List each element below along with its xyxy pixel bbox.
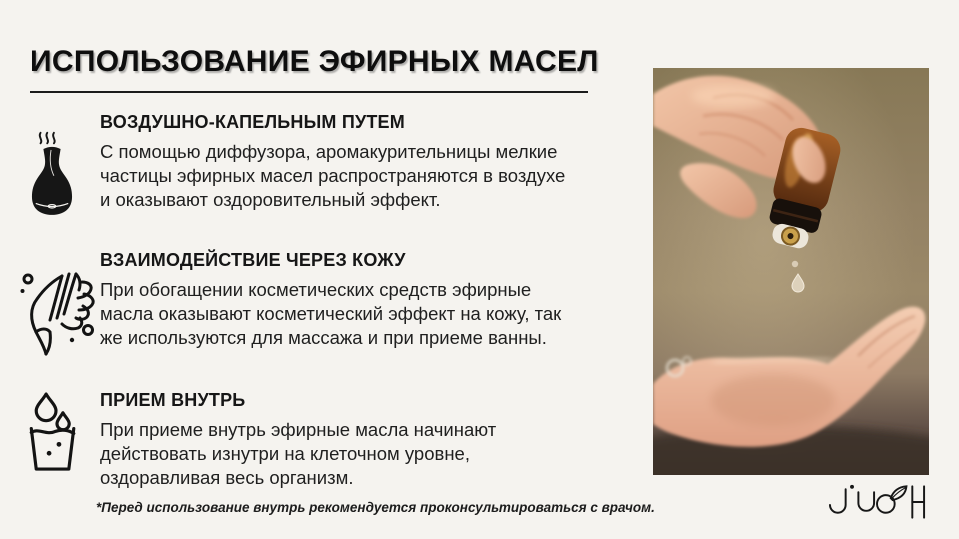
section-body-line: и оказывают оздоровительный эффект.	[100, 189, 441, 210]
section-body-line: оздоравливая весь организм.	[100, 467, 354, 488]
section-body-line: масла оказывают косметический эффект на кожу, так	[100, 303, 562, 324]
section-skin-text	[100, 250, 625, 350]
section-internal-text	[100, 390, 625, 490]
section-heading: ВОЗДУШНО-КАПЕЛЬНЫМ ПУТЕМ	[100, 112, 405, 132]
section-body-line: При обогащении косметических средств эфирные	[100, 279, 532, 300]
section-heading: ВЗАИМОДЕЙСТВИЕ ЧЕРЕЗ КОЖУ	[100, 250, 406, 270]
section-body-line: действовать изнутри на клеточном уровне,	[100, 443, 470, 464]
oil-dropper-hands-photo	[653, 68, 929, 475]
section-body-line: С помощью диффузора, аромакурительницы мелкие	[100, 141, 558, 162]
rubbing-hands-icon	[20, 268, 98, 356]
title-underline	[30, 91, 588, 93]
section-airborne-text	[100, 112, 625, 212]
aroma-diffuser-icon	[31, 124, 73, 216]
brand-logo	[828, 483, 928, 521]
footnote: *Перед использование внутрь рекомендуется проконсультироваться с врачом.	[96, 500, 655, 515]
section-body-line: При приеме внутрь эфирные масла начинают	[100, 419, 497, 440]
glass-with-drops-icon	[29, 392, 81, 473]
section-body-line: же используются для массажа и при приеме ванны.	[100, 327, 547, 348]
page-title: ИСПОЛЬЗОВАНИЕ ЭФИРНЫХ МАСЕЛ	[30, 45, 599, 78]
section-body-line: частицы эфирных масел распространяются в воздухе	[100, 165, 566, 186]
section-heading: ПРИЕМ ВНУТРЬ	[100, 390, 246, 410]
